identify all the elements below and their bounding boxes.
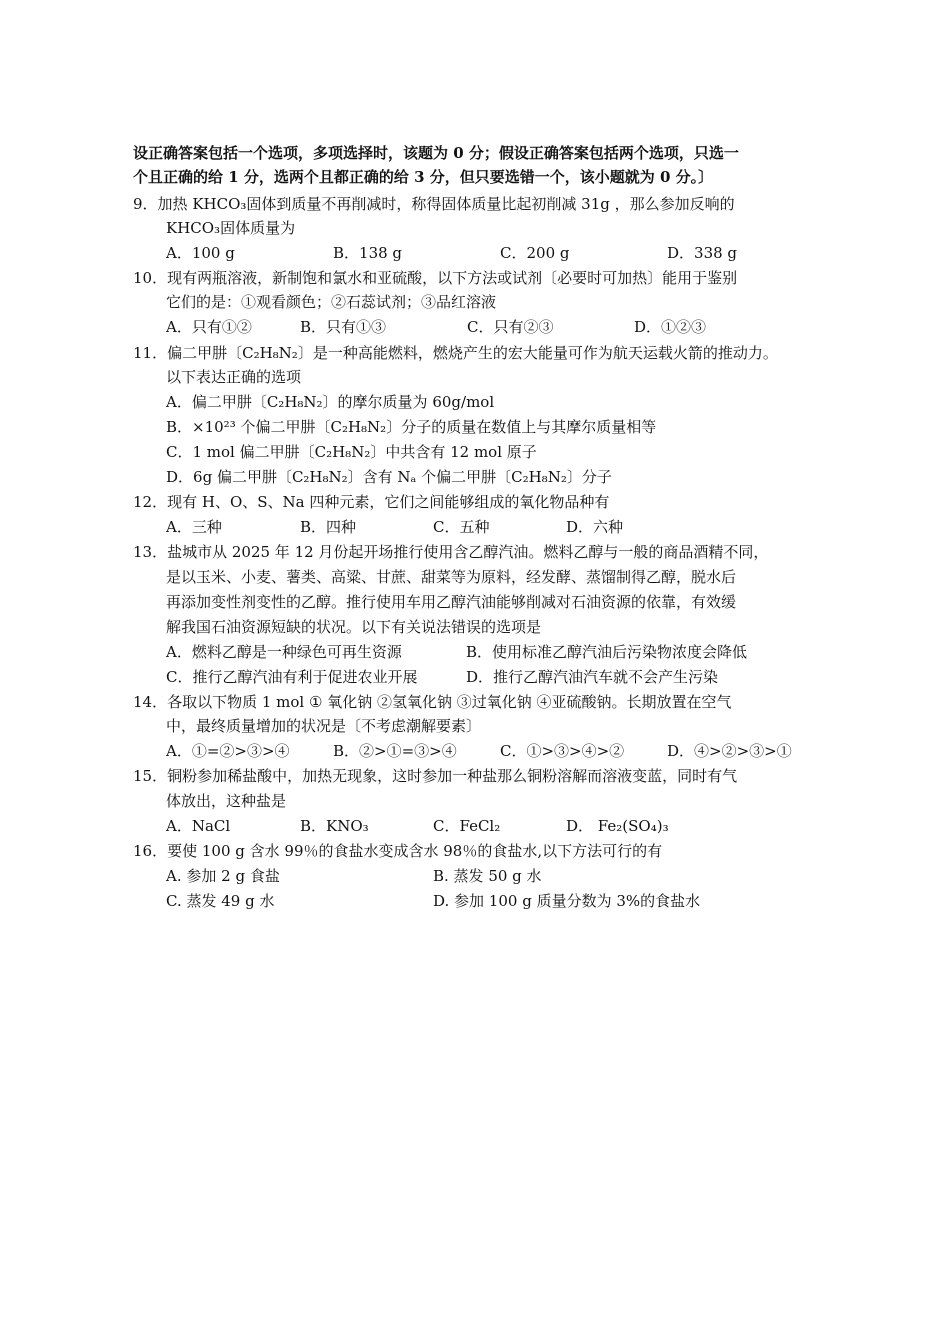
option-a: A．偏二甲肼〔C₂H₈N₂〕的摩尔质量为 60g/mol (166, 393, 495, 411)
question-12 (133, 490, 609, 514)
option-d: D．六种 (566, 518, 624, 536)
option-a: A．100 g (166, 244, 235, 262)
question-stem: 各取以下物质 1 mol ① 氧化钠 ②氢氧化钠 ③过氧化钠 ④亚硫酸钠。长期放置在空气 (167, 693, 732, 711)
question-number: 15． (133, 767, 168, 785)
option-b: B．使用标准乙醇汽油后污染物浓度会降低 (466, 643, 748, 661)
question-11 (133, 341, 778, 365)
option-a: A．三种 (166, 518, 222, 536)
question-stem-cont: 以下表达正确的选项 (166, 368, 302, 386)
option-b: B．KNO₃ (300, 817, 369, 835)
question-10 (133, 266, 737, 290)
question-stem: 现有两瓶溶液，新制饱和氯水和亚硫酸，以下方法或试剂〔必要时可加热〕能用于鉴别 (167, 269, 738, 287)
option-c: C．只有②③ (467, 318, 554, 336)
option-d: D．338 g (667, 244, 738, 262)
option-b: B．×10²³ 个偏二甲肼〔C₂H₈N₂〕分子的质量在数值上与其摩尔质量相等 (166, 418, 657, 436)
option-c: C．1 mol 偏二甲肼〔C₂H₈N₂〕中共含有 12 mol 原子 (166, 443, 537, 461)
option-b: B．只有①③ (300, 318, 387, 336)
question-stem-cont: 体放出，这种盐是 (166, 792, 287, 810)
option-a: A．只有①② (166, 318, 252, 336)
question-number: 12． (133, 493, 168, 511)
option-d: D．①②③ (634, 318, 707, 336)
question-9 (133, 192, 735, 216)
option-b: B．四种 (300, 518, 357, 536)
question-stem-cont: KHCO₃固体质量为 (166, 219, 296, 237)
option-c: C．①>③>④>② (500, 742, 625, 760)
option-d: D. 参加 100 g 质量分数为 3%的食盐水 (433, 892, 701, 910)
instruction-line-2: 个且正确的给 1 分，选两个且都正确的给 3 分，但只要选错一个，该小题就为 0 分。〕 (133, 168, 714, 186)
option-c: C．200 g (500, 244, 570, 262)
question-stem-cont: 中，最终质量增加的状况是〔不考虑潮解要素〕 (166, 717, 482, 735)
question-14 (133, 690, 732, 714)
option-c: C．推行乙醇汽油有利于促进农业开展 (166, 668, 418, 686)
option-b: B．②>①=③>④ (333, 742, 457, 760)
option-a: A. 参加 2 g 食盐 (166, 867, 280, 885)
question-15 (133, 764, 737, 788)
option-c: C. 蒸发 49 g 水 (166, 892, 275, 910)
option-d: D．6g 偏二甲肼〔C₂H₈N₂〕含有 Nₐ 个偏二甲肼〔C₂H₈N₂〕分子 (166, 468, 612, 486)
question-number: 13． (133, 543, 168, 561)
question-stem: 加热 KHCO₃固体到质量不再削减时，称得固体质量比起初削减 31g ，那么参加反响的 (157, 195, 735, 213)
question-stem: 要使 100 g 含水 99％的食盐水变成含水 98％的食盐水,以下方法可行的有 (167, 842, 663, 860)
option-b: B．138 g (333, 244, 403, 262)
question-number: 9． (133, 195, 158, 213)
question-stem: 盐城市从 2025 年 12 月份起开场推行使用含乙醇汽油。燃料乙醇与一般的商品酒精不同， (167, 543, 769, 561)
option-b: B. 蒸发 50 g 水 (433, 867, 542, 885)
question-stem-cont: 解我国石油资源短缺的状况。以下有关说法错误的选项是 (166, 618, 542, 636)
question-stem-cont: 它们的是：①观看颜色；②石蕊试剂；③品红溶液 (166, 293, 497, 311)
question-number: 10． (133, 269, 168, 287)
option-d: D．推行乙醇汽油汽车就不会产生污染 (466, 668, 719, 686)
option-c: C．五种 (433, 518, 490, 536)
option-a: A．燃料乙醇是一种绿色可再生资源 (166, 643, 402, 661)
question-stem: 现有 H、O、S、Na 四种元素，它们之间能够组成的氧化物品种有 (167, 493, 610, 511)
option-d: D．④>②>③>① (667, 742, 792, 760)
question-stem-cont: 是以玉米、小麦、薯类、高粱、甘蔗、甜菜等为原料，经发酵、蒸馏制得乙醇，脱水后 (166, 568, 737, 586)
question-number: 14． (133, 693, 168, 711)
question-16 (133, 839, 662, 863)
question-13 (133, 540, 768, 564)
question-stem: 偏二甲肼〔C₂H₈N₂〕是一种高能燃料，燃烧产生的宏大能量可作为航天运载火箭的推动力。 (167, 344, 778, 362)
question-number: 11． (133, 344, 168, 362)
question-number: 16． (133, 842, 168, 860)
question-stem: 铜粉参加稀盐酸中，加热无现象，这时参加一种盐那么铜粉溶解而溶液变蓝，同时有气 (167, 767, 738, 785)
option-a: A．①=②>③>④ (166, 742, 290, 760)
option-c: C．FeCl₂ (433, 817, 501, 835)
question-stem-cont: 再添加变性剂变性的乙醇。推行使用车用乙醇汽油能够削减对石油资源的依靠，有效缓 (166, 593, 737, 611)
option-a: A．NaCl (166, 817, 231, 835)
instruction-line-1: 设正确答案包括一个选项，多项选择时，该题为 0 分；假设正确答案包括两个选项，只选一 (133, 144, 739, 162)
option-d: D． Fe₂(SO₄)₃ (566, 817, 669, 835)
